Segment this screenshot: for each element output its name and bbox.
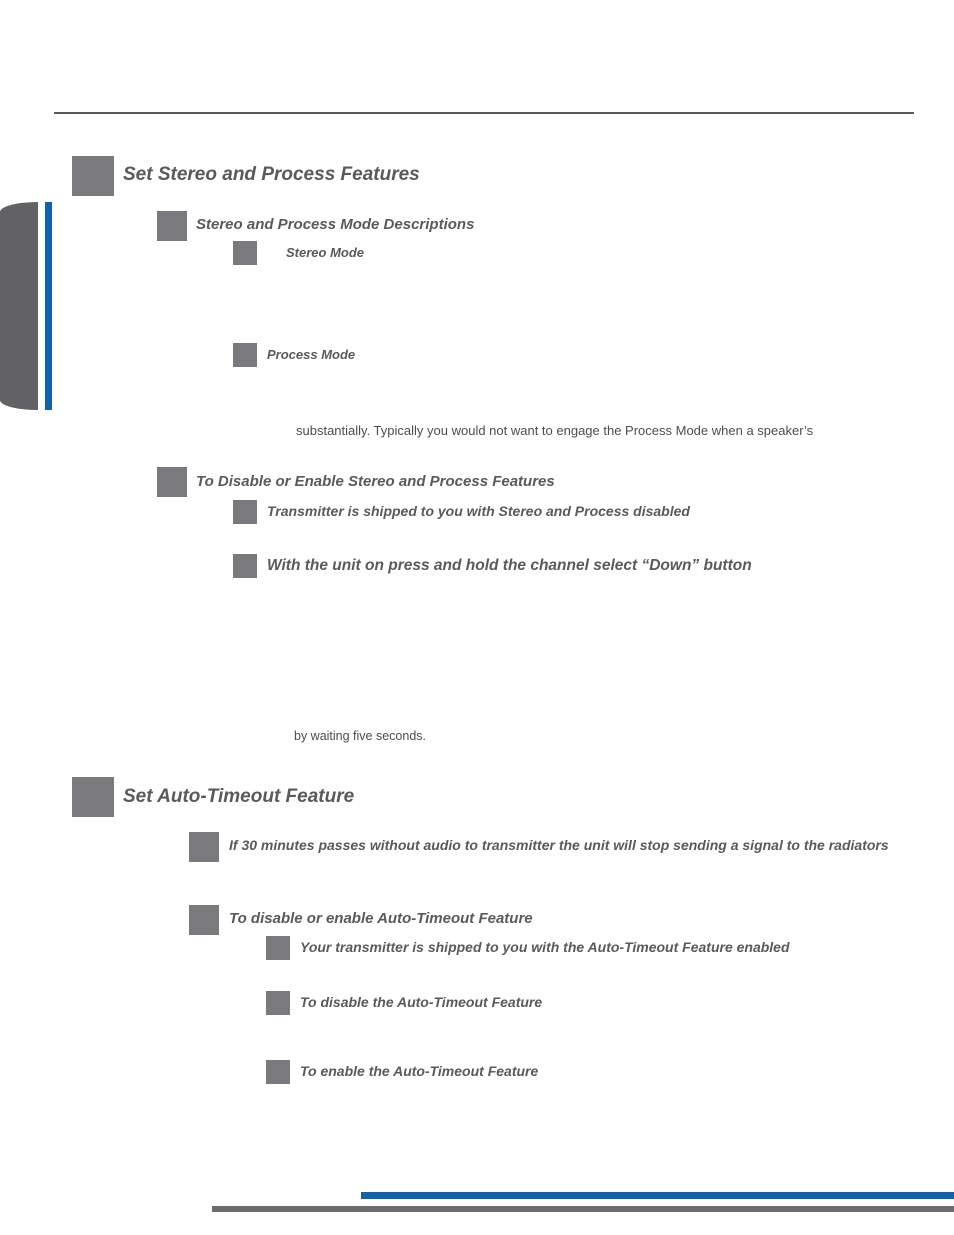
subsection-marker [157, 211, 187, 241]
header-rule [54, 112, 914, 114]
item-marker [266, 936, 290, 960]
timeout-info: If 30 minutes passes without audio to transmitter the unit will stop sending a signal to the radiators [229, 837, 889, 853]
subsection-title-disable-enable: To Disable or Enable Stereo and Process Features [196, 473, 555, 490]
footer-blue-bar [361, 1192, 954, 1199]
timeout-shipped-note: Your transmitter is shipped to you with the Auto-Timeout Feature enabled [300, 939, 790, 955]
item-marker [233, 554, 257, 578]
stereo-mode-label: Stereo Mode [286, 245, 365, 260]
side-accent-bar [45, 202, 52, 410]
timeout-enable-label: To enable the Auto-Timeout Feature [300, 1063, 539, 1079]
section-marker [72, 777, 114, 817]
subsection-title-timeout-toggle: To disable or enable Auto-Timeout Feature [229, 910, 533, 927]
subsection-marker [189, 905, 219, 935]
item-marker [233, 500, 257, 524]
subsection-title-descriptions: Stereo and Process Mode Descriptions [196, 216, 475, 233]
side-tab [0, 202, 38, 410]
process-mode-label: Process Mode [267, 347, 356, 362]
item-marker [266, 991, 290, 1015]
footer-gray-bar [212, 1206, 954, 1212]
section-title-stereo: Set Stereo and Process Features [123, 164, 420, 185]
waiting-text: by waiting five seconds. [294, 729, 427, 743]
subsection-marker [189, 832, 219, 862]
subsection-marker [157, 467, 187, 497]
stereo-shipped-note: Transmitter is shipped to you with Stereo and Process disabled [267, 503, 690, 519]
section-title-timeout: Set Auto-Timeout Feature [123, 786, 355, 807]
item-marker [233, 343, 257, 367]
item-marker [233, 241, 257, 265]
section-marker [72, 156, 114, 196]
process-mode-text: substantially. Typically you would not want to engage the Process Mode when a speaker’s [296, 423, 814, 438]
timeout-disable-label: To disable the Auto-Timeout Feature [300, 994, 543, 1010]
press-hold-instruction: With the unit on press and hold the channel select “Down” button [267, 557, 752, 574]
item-marker [266, 1060, 290, 1084]
